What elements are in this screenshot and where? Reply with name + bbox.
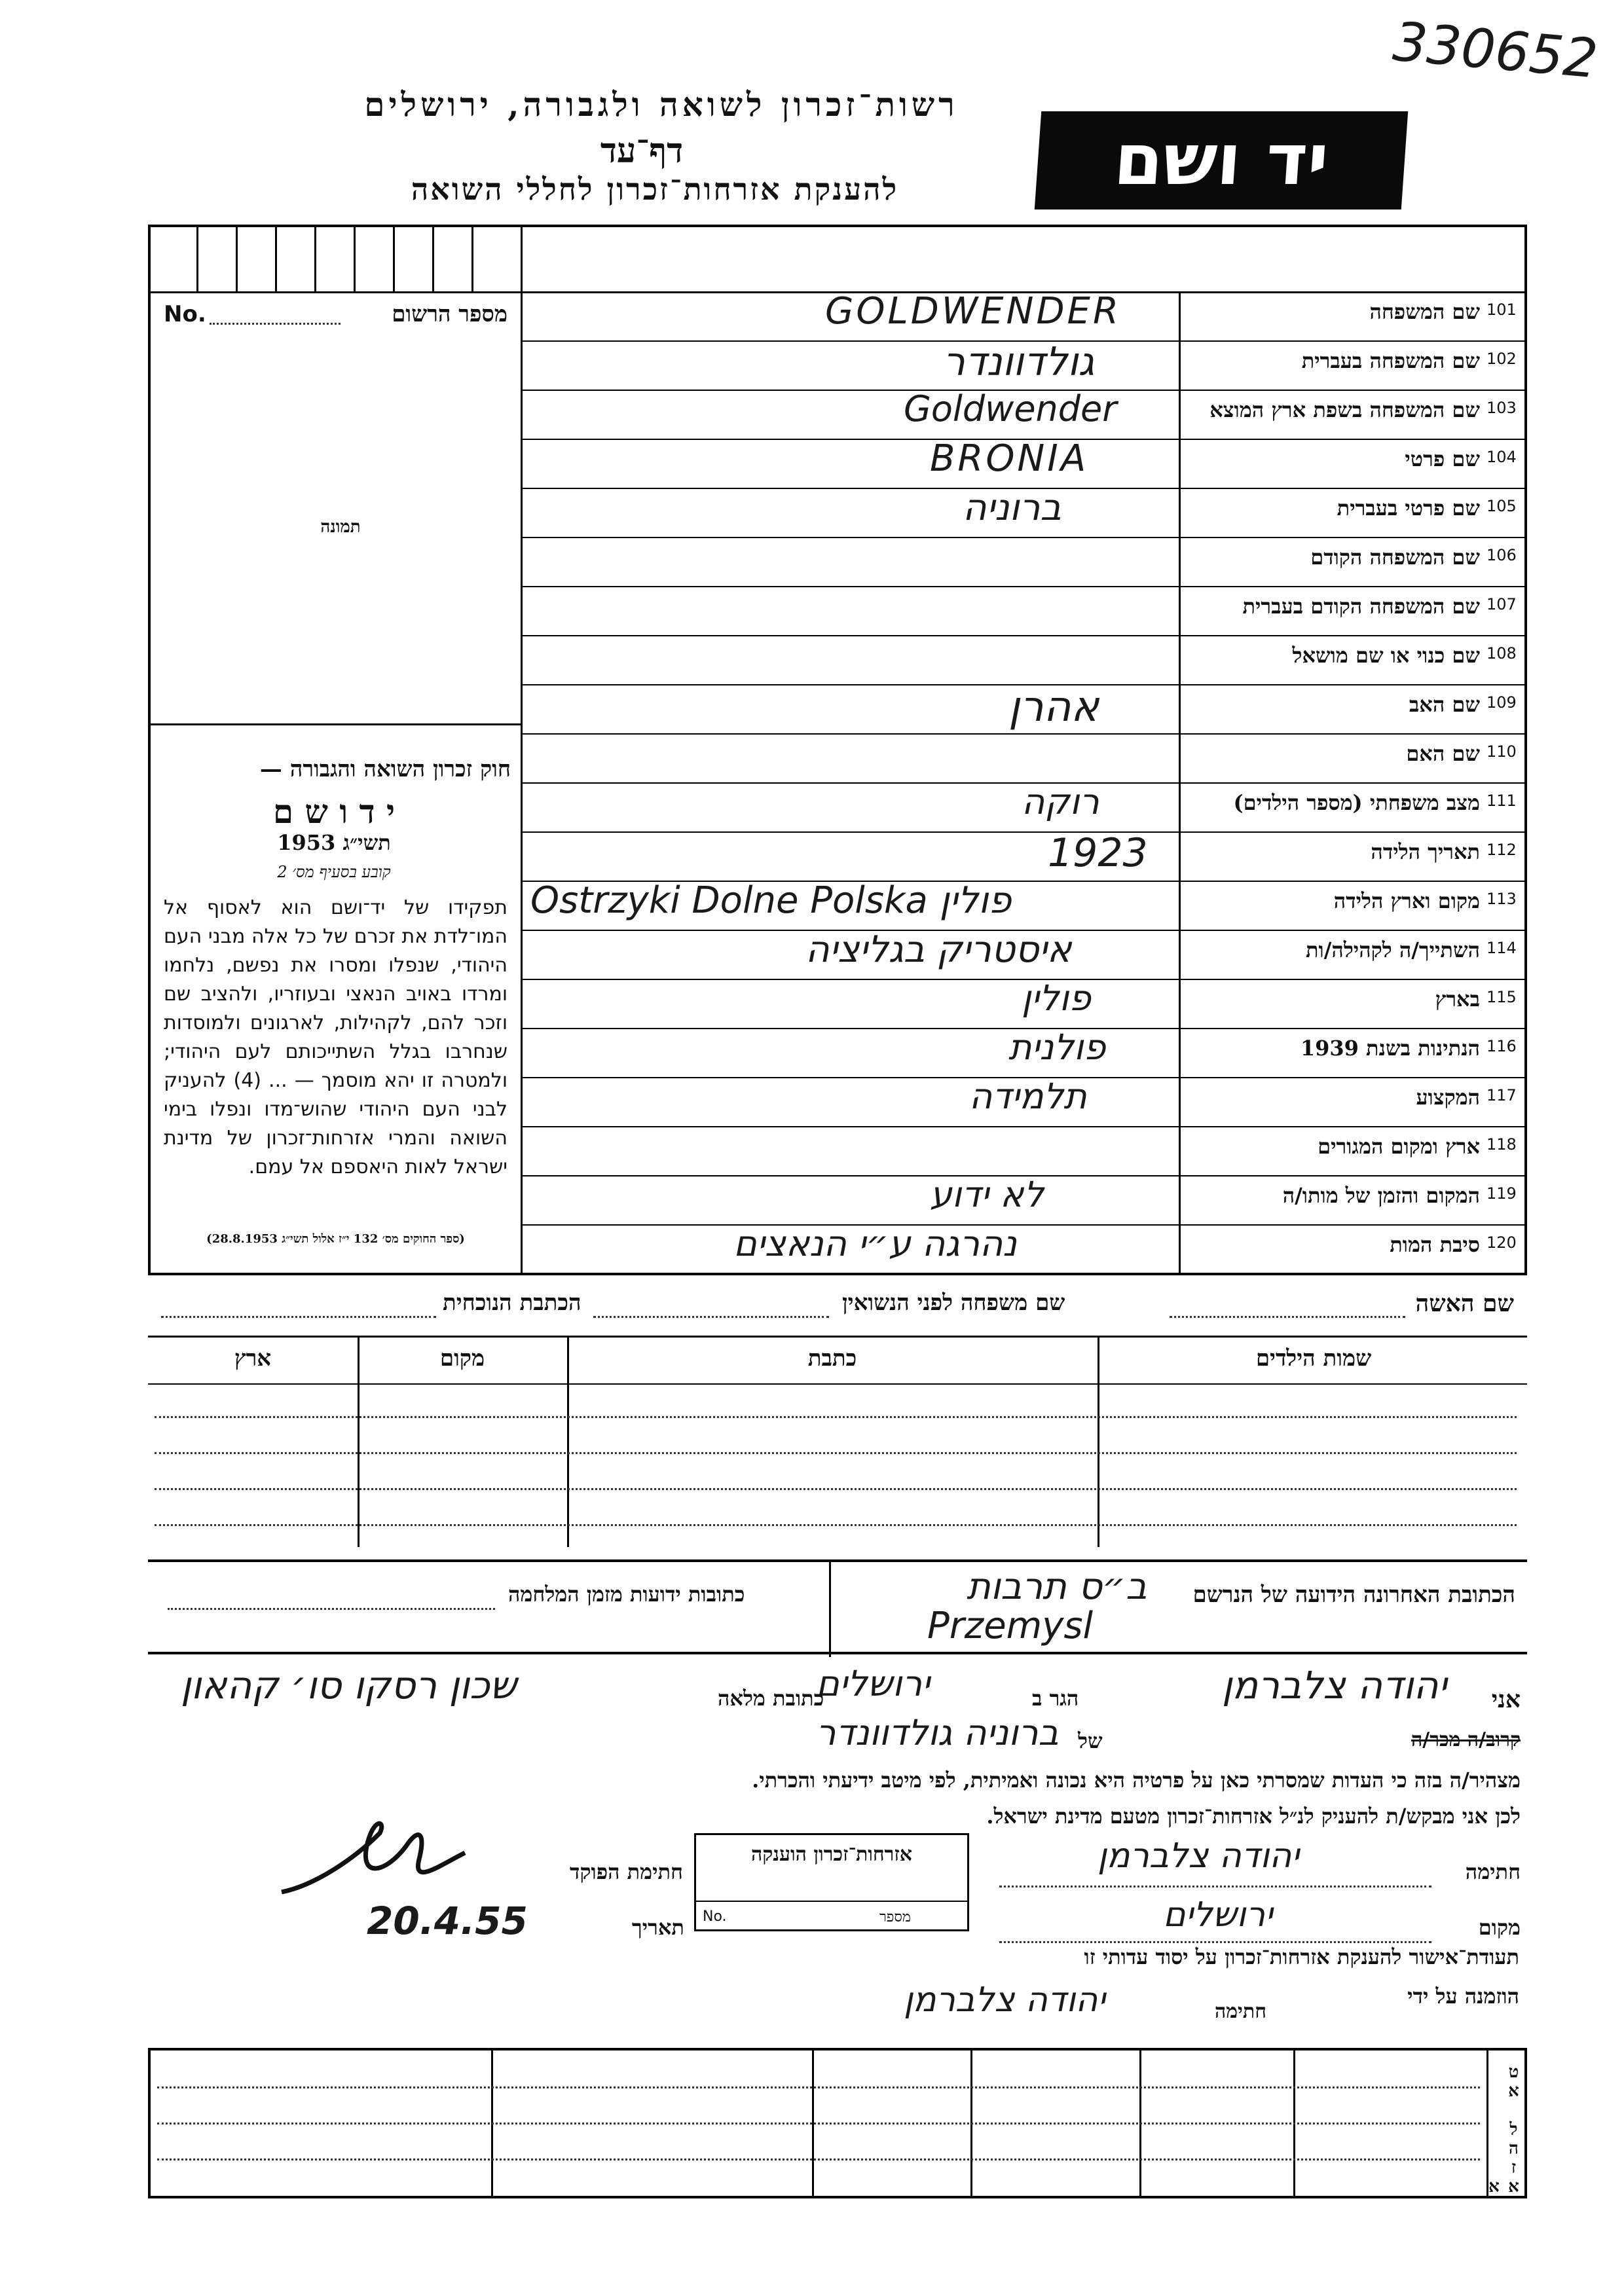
field-value-112[interactable]: 1923	[1048, 830, 1148, 876]
field-value-102[interactable]: גולדוונדר	[943, 339, 1095, 385]
field-label-112: תאריך הלידה	[1371, 839, 1480, 864]
field-number-106: 106	[1486, 546, 1517, 564]
field-number-110: 110	[1486, 742, 1517, 761]
photo-label: תמונה	[320, 517, 361, 537]
law-section: קובע בסעיף מס׳ 2	[277, 863, 391, 881]
certificate-signature-label: חתימה	[1215, 2000, 1266, 2023]
field-number-117: 117	[1486, 1086, 1517, 1104]
field-value-119[interactable]: לא ידוע	[930, 1174, 1044, 1215]
registration-number-field[interactable]	[157, 298, 514, 331]
of-label: של	[1078, 1728, 1103, 1753]
field-label-109: שם האב	[1409, 692, 1480, 717]
field-value-109[interactable]: אהרן	[1008, 683, 1099, 731]
bottom-grid	[148, 2048, 1527, 2198]
i-label: אני	[1491, 1686, 1521, 1713]
full-address[interactable]: שכון רסקו סו׳ קהאון	[181, 1663, 517, 1707]
field-number-112: 112	[1486, 841, 1517, 859]
field-number-118: 118	[1486, 1135, 1517, 1154]
field-value-117[interactable]: תלמידה	[969, 1076, 1087, 1117]
declarant-signature-label: חתימה	[1465, 1859, 1521, 1884]
field-number-111: 111	[1486, 792, 1517, 810]
field-label-118: ארץ ומקום המגורים	[1318, 1134, 1480, 1159]
yad-vashem-logo	[1035, 111, 1408, 210]
reg-no-label: מספר הרשום	[392, 301, 507, 327]
city[interactable]: ירושלים	[816, 1663, 931, 1704]
field-label-120: סיבת המות	[1390, 1232, 1480, 1257]
official-date: 20.4.55	[367, 1899, 528, 1943]
field-number-119: 119	[1486, 1184, 1517, 1203]
grant-box-title: אזרחות־זכרון הוענקה	[750, 1843, 913, 1866]
law-reference: (ספר החוקים מס׳ 132 י״ז אלול תשי״ג 28.8.1953)	[206, 1232, 465, 1246]
relation-label: קרוב/ה מכר/ה	[1411, 1728, 1521, 1751]
last-address-frame	[148, 1559, 1527, 1654]
field-label-102: שם המשפחה בעברית	[1301, 348, 1480, 373]
field-label-104: שם פרטי	[1405, 446, 1480, 471]
logo-text: יד ושם	[1111, 119, 1331, 201]
place-label: מקום	[1478, 1915, 1521, 1940]
field-value-120[interactable]: נהרגה ע״י הנאצים	[733, 1223, 1017, 1264]
field-value-113[interactable]: Ostrzyki Dolne Polska פולין	[530, 879, 1012, 922]
statement-1: מצהיר/ה בזה כי העדות שמסרתי כאן על פרטיה היא נכונה ואמיתית, לפי מיטב ידיעתי והכרתי.	[752, 1768, 1521, 1793]
field-value-103[interactable]: Goldwender	[904, 388, 1117, 429]
form-title: דף־עד	[600, 131, 684, 171]
field-label-116: הנתינות בשנת 1939	[1300, 1036, 1480, 1061]
field-number-113: 113	[1486, 890, 1517, 908]
form-subtitle: להענקת אזרחות־זכרון לחללי השואה	[411, 172, 899, 207]
law-title: חוק זכרון השואה והגבורה —	[259, 756, 511, 782]
field-label-105: שם פרטי בעברית	[1337, 496, 1480, 520]
law-name: י ד ו ש ם	[272, 792, 396, 831]
living-in-label: הגר ב	[1032, 1686, 1079, 1711]
field-label-108: שם כנוי או שם מושאל	[1292, 643, 1480, 668]
declarant-name[interactable]: יהודה צלברמן	[1222, 1663, 1447, 1707]
field-label-110: שם האם	[1406, 741, 1480, 766]
official-date-label: תאריך	[632, 1915, 684, 1940]
certificate-signature[interactable]: יהודה צלברמן	[904, 1980, 1105, 2020]
relative-name[interactable]: ברוניה גולדוונדר	[816, 1712, 1059, 1753]
field-label-117: המקצוע	[1416, 1085, 1480, 1110]
children-table	[148, 1336, 1527, 1545]
field-value-105[interactable]: ברוניה	[963, 486, 1061, 529]
field-value-115[interactable]: פולין	[1022, 977, 1091, 1019]
field-value-104[interactable]: BRONIA	[930, 437, 1089, 480]
certificate-invited-label: הוזמנה על ידי	[1407, 1984, 1519, 2009]
last-address-value-2: Przemysl	[927, 1605, 1094, 1647]
field-number-101: 101	[1486, 301, 1517, 319]
reg-no-prefix: No.	[164, 301, 206, 327]
field-label-106: שם המשפחה הקודם	[1310, 545, 1480, 570]
field-label-115: בארץ	[1435, 987, 1480, 1011]
field-label-111: מצב משפחתי (מספר הילדים)	[1233, 790, 1480, 815]
field-number-102: 102	[1486, 350, 1517, 368]
field-number-109: 109	[1486, 693, 1517, 712]
field-number-105: 105	[1486, 497, 1517, 515]
official-signature-label: חתימת הפוקד	[570, 1859, 683, 1884]
grant-number-label: מספר	[879, 1909, 911, 1925]
law-text: תפקידו של יד־ושם הוא לאסוף אל המו־לדת את זכרם של כל אלה מבני העם היהודי, שנפלו ומסרו את נפשם, נלחמו ומרדו באויב הנאצי ובעוזריו, ולהציב שם וזכר להם, לקהילות, לארגונים ולמוסדות שנחרבו בגלל השתייכותם לעם היהודי; ולמטרה זו יהא מוסמך — ... (4) להעניק לבני העם היהודי שהוש־מדו ונפלו בימי השואה והמרי אזרחות־זכרון של מדינת ישראל לאות היאספם אל עמם.	[164, 896, 507, 1178]
field-label-114: השתייך/ה לקהילה/ות	[1306, 938, 1480, 962]
field-label-113: מקום וארץ הלידה	[1333, 888, 1480, 913]
field-value-101[interactable]: GOLDWENDER	[825, 290, 1121, 333]
field-number-107: 107	[1486, 595, 1517, 613]
field-label-107: שם המשפחה הקודם בעברית	[1242, 594, 1480, 619]
field-number-108: 108	[1486, 644, 1517, 663]
children-header-names: שמות הילדים	[1255, 1345, 1372, 1372]
declarant-signature[interactable]: יהודה צלברמן	[1098, 1836, 1299, 1876]
official-grant-box	[694, 1833, 969, 1931]
current-address-label: הכתבת הנוכחית	[443, 1290, 581, 1316]
children-header-address: כתבת	[807, 1345, 857, 1372]
field-value-111[interactable]: רוקה	[1022, 781, 1099, 822]
field-value-116[interactable]: פולנית	[1008, 1027, 1106, 1068]
field-label-101: שם המשפחה	[1369, 299, 1480, 324]
spouse-row	[148, 1283, 1527, 1329]
last-address-value-1: ב״ס תרבות	[967, 1565, 1147, 1608]
field-value-114[interactable]: איסטריק בגליציה	[805, 928, 1072, 971]
field-number-115: 115	[1486, 988, 1517, 1006]
field-label-119: המקום והזמן של מותו/ה	[1282, 1183, 1480, 1208]
wartime-address-label: כתובות ידועות מזמן המלחמה	[508, 1582, 745, 1607]
side-vertical-text: אזהל אט א	[1484, 2062, 1523, 2196]
field-number-120: 120	[1486, 1233, 1517, 1252]
last-address-label: הכתובת האחרונה הידועה של הנרשם	[1192, 1582, 1515, 1608]
institution-name: רשות־זכרון לשואה ולגבורה, ירושלים	[364, 85, 959, 124]
field-label-103: שם המשפחה בשפת ארץ המוצא	[1209, 397, 1480, 422]
law-year: תשי״ג 1953	[277, 830, 391, 855]
field-number-114: 114	[1486, 939, 1517, 957]
certificate-text: תעודת־אישור להענקת אזרחות־זכרון על יסוד עדותי זו	[1084, 1944, 1519, 1969]
children-header-country: ארץ	[234, 1345, 272, 1372]
field-number-116: 116	[1486, 1037, 1517, 1055]
place-value[interactable]: ירושלים	[1163, 1895, 1273, 1935]
children-header-place: מקום	[439, 1345, 485, 1372]
full-address-label: כתובת מלאה	[718, 1686, 824, 1711]
wife-label: שם האשה	[1415, 1290, 1514, 1317]
grant-no-label: No.	[703, 1908, 727, 1925]
field-number-104: 104	[1486, 448, 1517, 466]
maiden-name-label: שם משפחה לפני הנשואין	[842, 1290, 1065, 1316]
statement-2: לכן אני מבקש/ת להעניק לנ״ל אזרחות־זכרון מטעם מדינת ישראל.	[986, 1804, 1521, 1829]
document-number: 330652	[1390, 10, 1600, 91]
field-number-103: 103	[1486, 399, 1517, 417]
